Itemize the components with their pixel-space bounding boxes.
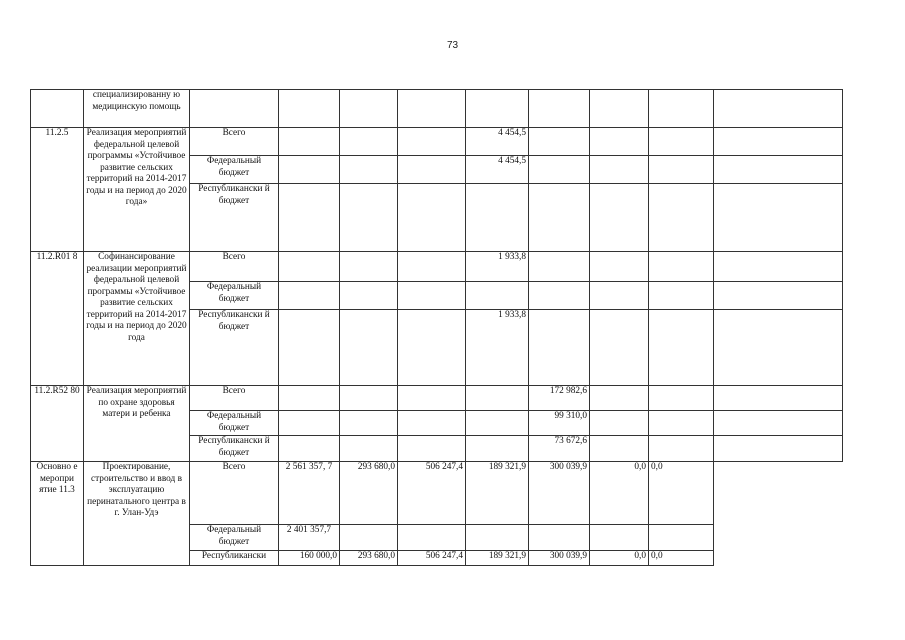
cell-value: 73 672,6 <box>529 436 590 462</box>
source-label: Всего <box>190 128 279 156</box>
row-description: специализированну ю медицинскую помощь <box>84 90 190 128</box>
cell-value: 2 561 357, 7 <box>279 462 340 525</box>
cell-value: 1 933,8 <box>466 310 529 386</box>
source-label: Республикански й бюджет <box>190 184 279 252</box>
source-label: Республикански й бюджет <box>190 310 279 386</box>
cell-value: 0,0 <box>649 551 714 566</box>
source-label: Всего <box>190 462 279 525</box>
cell-value: 300 039,9 <box>529 462 590 525</box>
cell-value: 4 454,5 <box>466 128 529 156</box>
source-label: Всего <box>190 386 279 411</box>
cell-value: 0,0 <box>590 462 649 525</box>
source-label: Республикански <box>190 551 279 566</box>
cell-value: 293 680,0 <box>340 462 398 525</box>
row-description: Реализация мероприятий по охране здоровья матери и ребенка <box>84 386 190 462</box>
source-label: Федеральный бюджет <box>190 411 279 436</box>
table-row <box>31 128 843 156</box>
cell-value: 300 039,9 <box>529 551 590 566</box>
cell-value: 2 401 357,7 <box>279 525 340 551</box>
cell-value: 506 247,4 <box>398 462 466 525</box>
table-row <box>31 90 843 128</box>
cell-value: 1 933,8 <box>466 252 529 282</box>
cell-value: 4 454,5 <box>466 156 529 184</box>
cell-value: 506 247,4 <box>398 551 466 566</box>
table-row <box>31 252 843 282</box>
source-label: Федеральный бюджет <box>190 156 279 184</box>
cell-value: 160 000,0 <box>279 551 340 566</box>
row-code: 11.2.R52 80 <box>31 386 84 462</box>
budget-table <box>30 89 843 566</box>
source-label: Федеральный бюджет <box>190 525 279 551</box>
cell-value: 293 680,0 <box>340 551 398 566</box>
page-number: 73 <box>446 40 459 51</box>
row-description: Софинансирование реализации мероприятий федеральной целевой программы «Устойчивое развитие сельских территорий на 2014-2017 годы и на период до 2020 года <box>84 252 190 386</box>
cell-value: 99 310,0 <box>529 411 590 436</box>
row-description: Реализация мероприятий федеральной целевой программы «Устойчивое развитие сельских территорий на 2014-2017 годы и на период до 2020 года» <box>84 128 190 252</box>
row-description: Проектирование, строительство и ввод в эксплуатацию перинатального центра в г. Улан-Удэ <box>84 462 190 566</box>
row-code: 11.2.R01 8 <box>31 252 84 386</box>
table-row <box>31 462 843 525</box>
source-label: Республикански й бюджет <box>190 436 279 462</box>
source-label: Всего <box>190 252 279 282</box>
cell-value: 189 321,9 <box>466 551 529 566</box>
source-label: Федеральный бюджет <box>190 282 279 310</box>
row-code: 11.2.5 <box>31 128 84 252</box>
cell-value: 0,0 <box>590 551 649 566</box>
cell-value: 0,0 <box>649 462 714 525</box>
cell-value: 172 982,6 <box>529 386 590 411</box>
cell-value: 189 321,9 <box>466 462 529 525</box>
table-row <box>31 386 843 411</box>
row-code: Основно е меропри ятие 11.3 <box>31 462 84 566</box>
